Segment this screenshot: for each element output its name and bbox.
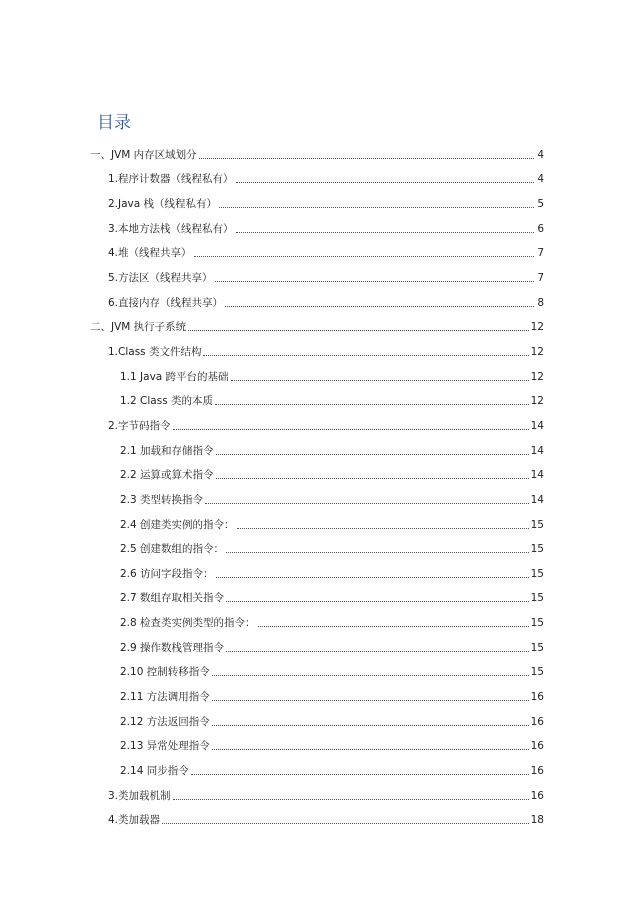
toc-entry-title: 2.5 创建数组的指令： xyxy=(120,543,225,556)
dot-leader xyxy=(173,429,529,430)
toc-entry[interactable] xyxy=(90,679,544,704)
toc-entry-page: 12 xyxy=(530,370,544,383)
dot-leader xyxy=(231,380,529,381)
toc-entry[interactable] xyxy=(90,334,544,359)
toc-entry-title: 1.1 Java 跨平台的基础 xyxy=(120,370,229,383)
dot-leader xyxy=(226,651,529,652)
toc-entry-title: 4.堆（线程共享） xyxy=(108,247,192,260)
toc-entry[interactable] xyxy=(90,458,544,483)
toc-entry-title: 2.4 创建类实例的指令： xyxy=(120,518,235,531)
dot-leader xyxy=(216,577,529,578)
toc-entry-title: 1.程序计数器（线程私有） xyxy=(108,173,234,186)
toc-entry-title: 3.类加载机制 xyxy=(108,789,171,802)
dot-leader xyxy=(212,725,529,726)
toc-entry-page: 5 xyxy=(537,197,544,210)
toc-entry-page: 18 xyxy=(530,814,544,827)
dot-leader xyxy=(236,182,534,183)
toc-entry[interactable] xyxy=(90,137,544,162)
dot-leader xyxy=(226,601,529,602)
dot-leader xyxy=(226,552,529,553)
dot-leader xyxy=(212,700,529,701)
toc-entry-page: 16 xyxy=(530,789,544,802)
toc-entry[interactable] xyxy=(90,408,544,433)
toc-entry-page: 15 xyxy=(530,641,544,654)
toc-entry-title: 6.直接内存（线程共享） xyxy=(108,296,224,309)
toc-entry[interactable] xyxy=(90,285,544,310)
toc-entry-title: 2.14 同步指令 xyxy=(120,765,189,778)
dot-leader xyxy=(225,306,534,307)
dot-leader xyxy=(194,256,534,257)
dot-leader xyxy=(216,454,529,455)
dot-leader xyxy=(237,528,529,529)
dot-leader xyxy=(236,232,534,233)
toc-entry-page: 8 xyxy=(537,296,544,309)
toc-entry-title: 2.12 方法返回指令 xyxy=(120,715,210,728)
toc-entry-page: 16 xyxy=(530,715,544,728)
toc-title: 目录 xyxy=(97,113,131,133)
toc-entry-page: 14 xyxy=(530,493,544,506)
toc-entry[interactable] xyxy=(90,630,544,655)
toc-entry-page: 7 xyxy=(537,247,544,260)
toc-entry[interactable] xyxy=(90,186,544,211)
dot-leader xyxy=(173,799,529,800)
toc-entry-page: 4 xyxy=(537,173,544,186)
dot-leader xyxy=(216,478,529,479)
toc-entry-title: 2.Java 栈（线程私有） xyxy=(108,197,218,210)
toc-entry[interactable] xyxy=(90,236,544,261)
toc-entry-page: 14 xyxy=(530,444,544,457)
toc-entry-page: 14 xyxy=(530,469,544,482)
toc-entry[interactable] xyxy=(90,211,544,236)
toc-entry[interactable] xyxy=(90,507,544,532)
toc-entry[interactable] xyxy=(90,729,544,754)
toc-entry[interactable] xyxy=(90,482,544,507)
toc-entry[interactable] xyxy=(90,532,544,557)
toc-entry[interactable] xyxy=(90,778,544,803)
toc-entry-title: 5.方法区（线程共享） xyxy=(108,271,213,284)
dot-leader xyxy=(215,281,534,282)
toc-entry-title: 1.Class 类文件结构 xyxy=(108,345,202,358)
toc-entry-title: 二、JVM 执行子系统 xyxy=(90,321,187,334)
toc-entry-title: 2.7 数组存取相关指令 xyxy=(120,592,225,605)
toc-entry[interactable] xyxy=(90,260,544,285)
toc-entry[interactable] xyxy=(90,433,544,458)
toc-entry-page: 15 xyxy=(530,617,544,630)
toc-entry[interactable] xyxy=(90,359,544,384)
toc-entry[interactable] xyxy=(90,803,544,828)
toc-entry-title: 1.2 Class 类的本质 xyxy=(120,395,213,408)
toc-entry-page: 16 xyxy=(530,765,544,778)
toc-entry-page: 15 xyxy=(530,518,544,531)
dot-leader xyxy=(212,675,529,676)
dot-leader xyxy=(191,774,529,775)
toc-entry-page: 12 xyxy=(530,321,544,334)
toc-entry-title: 2.6 访问字段指令： xyxy=(120,567,214,580)
toc-entry[interactable] xyxy=(90,753,544,778)
dot-leader xyxy=(212,749,529,750)
toc-entry-page: 14 xyxy=(530,419,544,432)
toc-entry-page: 15 xyxy=(530,543,544,556)
toc-entry[interactable] xyxy=(90,310,544,335)
toc-entry[interactable] xyxy=(90,704,544,729)
toc-entry[interactable] xyxy=(90,162,544,187)
toc-entry-title: 2.13 异常处理指令 xyxy=(120,740,210,753)
toc-entry[interactable] xyxy=(90,655,544,680)
toc-entry-title: 2.1 加载和存储指令 xyxy=(120,444,214,457)
toc-entry-page: 6 xyxy=(537,222,544,235)
toc-entry[interactable] xyxy=(90,605,544,630)
toc-entry-title: 3.本地方法栈（线程私有） xyxy=(108,222,234,235)
toc-entry-title: 2.3 类型转换指令 xyxy=(120,493,204,506)
dot-leader xyxy=(188,330,528,331)
toc-entry-page: 7 xyxy=(537,271,544,284)
toc-entry-page: 15 xyxy=(530,567,544,580)
toc-entry-title: 2.9 操作数栈管理指令 xyxy=(120,641,225,654)
toc-entry[interactable] xyxy=(90,384,544,409)
toc-entry-page: 4 xyxy=(537,148,544,161)
dot-leader xyxy=(258,626,529,627)
toc-entry-page: 15 xyxy=(530,592,544,605)
toc-entry-page: 16 xyxy=(530,691,544,704)
toc-entry-title: 2.2 运算或算术指令 xyxy=(120,469,214,482)
toc-entry-title: 2.字节码指令 xyxy=(108,419,171,432)
toc-entry-title: 2.11 方法调用指令 xyxy=(120,691,210,704)
toc-entry-title: 2.10 控制转移指令 xyxy=(120,666,210,679)
dot-leader xyxy=(215,404,529,405)
toc-entry-page: 16 xyxy=(530,740,544,753)
dot-leader xyxy=(162,823,529,824)
dot-leader xyxy=(205,503,529,504)
toc-entry-page: 12 xyxy=(530,395,544,408)
toc-entry-page: 15 xyxy=(530,666,544,679)
toc-entry-title: 2.8 检查类实例类型的指令： xyxy=(120,617,256,630)
dot-leader xyxy=(219,207,534,208)
toc-entry-title: 一、JVM 内存区域划分 xyxy=(90,148,197,161)
dot-leader xyxy=(203,355,528,356)
toc-entry-title: 4.类加载器 xyxy=(108,814,161,827)
toc-entry-page: 12 xyxy=(530,345,544,358)
toc-entry[interactable] xyxy=(90,556,544,581)
table-of-contents xyxy=(90,137,544,827)
toc-entry[interactable] xyxy=(90,581,544,606)
dot-leader xyxy=(199,158,534,159)
